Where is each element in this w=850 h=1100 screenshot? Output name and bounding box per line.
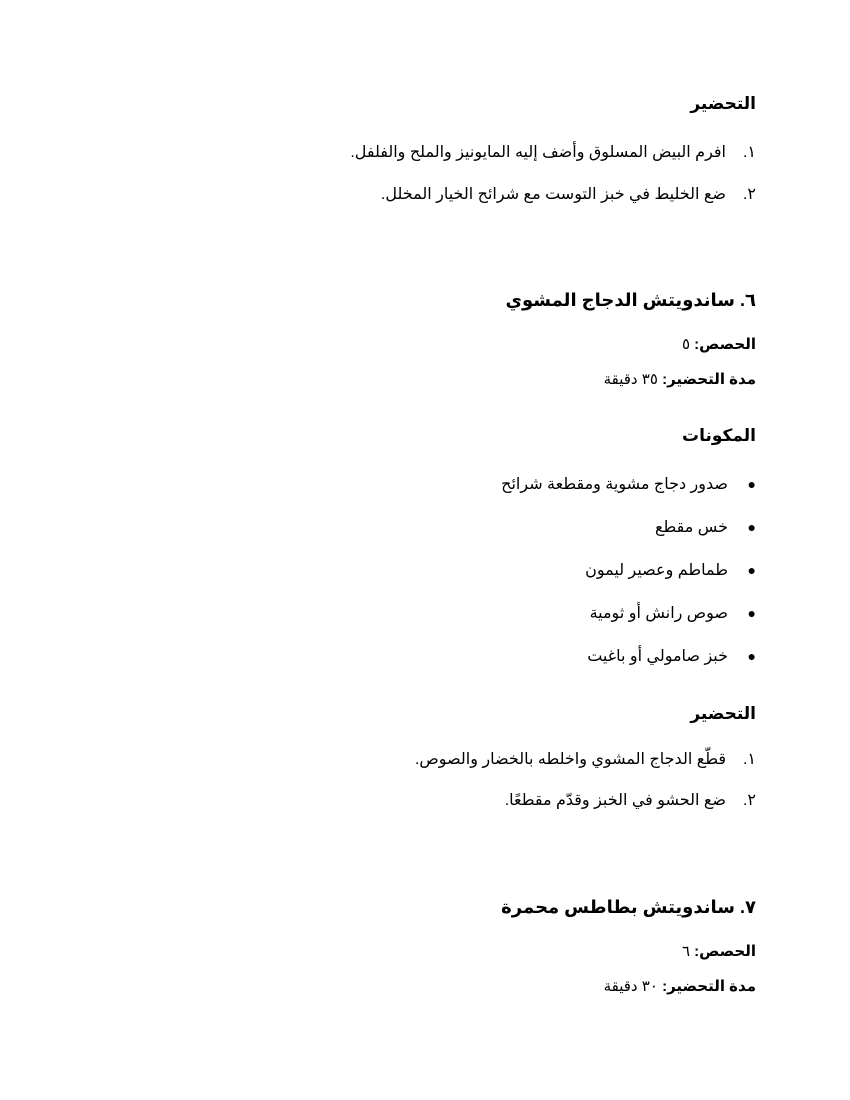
step-number: ٢. xyxy=(742,792,756,809)
servings-value: ٥ xyxy=(681,336,690,353)
step-number: ٢. xyxy=(742,186,756,203)
servings-label: الحصص: xyxy=(694,943,756,960)
prep-time-value: ٣٠ دقيقة xyxy=(603,978,658,995)
servings-label: الحصص: xyxy=(694,336,756,353)
ingredients-heading: المكونات xyxy=(681,426,756,445)
prep-time-label: مدة التحضير: xyxy=(662,978,756,995)
ingredient-text: خس مقطع xyxy=(654,519,728,536)
bullet-icon: ● xyxy=(747,562,756,578)
ingredient-item xyxy=(96,646,756,666)
servings-value: ٦ xyxy=(681,943,690,960)
ingredient-text: صدور دجاج مشوية ومقطعة شرائح xyxy=(501,476,728,493)
prep-step xyxy=(96,184,756,204)
prep-heading: التحضير xyxy=(690,94,756,113)
step-text: قطّع الدجاج المشوي واخلطه بالخضار والصوص. xyxy=(414,751,726,768)
step-text: ضع الخليط في خبز التوست مع شرائح الخيار المخلل. xyxy=(380,186,726,203)
ingredient-item xyxy=(96,603,756,623)
bullet-icon: ● xyxy=(747,605,756,621)
prep-heading: التحضير xyxy=(690,704,756,723)
prep-time-line xyxy=(96,977,756,995)
bullet-icon: ● xyxy=(747,648,756,664)
prep-step xyxy=(96,790,756,810)
recipe-title: ٦. ساندويتش الدجاج المشوي xyxy=(505,290,756,310)
recipe-title: ٧. ساندويتش بطاطس محمرة xyxy=(501,897,756,917)
prep-step xyxy=(96,749,756,769)
ingredient-text: طماطم وعصير ليمون xyxy=(585,562,728,579)
bullet-icon: ● xyxy=(747,519,756,535)
prep-time-line xyxy=(96,370,756,388)
ingredient-text: خبز صامولي أو باغيت xyxy=(587,648,728,665)
step-number: ١. xyxy=(742,751,756,768)
step-number: ١. xyxy=(742,144,756,161)
step-text: افرم البيض المسلوق وأضف إليه المايونيز والملح والفلفل. xyxy=(350,144,726,161)
bullet-icon: ● xyxy=(747,476,756,492)
step-text: ضع الحشو في الخبز وقدّم مقطعًا. xyxy=(504,792,726,809)
ingredient-text: صوص رانش أو ثومية xyxy=(589,605,728,622)
ingredient-item xyxy=(96,560,756,580)
prep-step xyxy=(96,142,756,162)
prep-time-label: مدة التحضير: xyxy=(662,371,756,388)
ingredient-item xyxy=(96,517,756,537)
ingredient-item xyxy=(96,474,756,494)
servings-line xyxy=(96,942,756,960)
servings-line xyxy=(96,335,756,353)
prep-time-value: ٣٥ دقيقة xyxy=(603,371,658,388)
